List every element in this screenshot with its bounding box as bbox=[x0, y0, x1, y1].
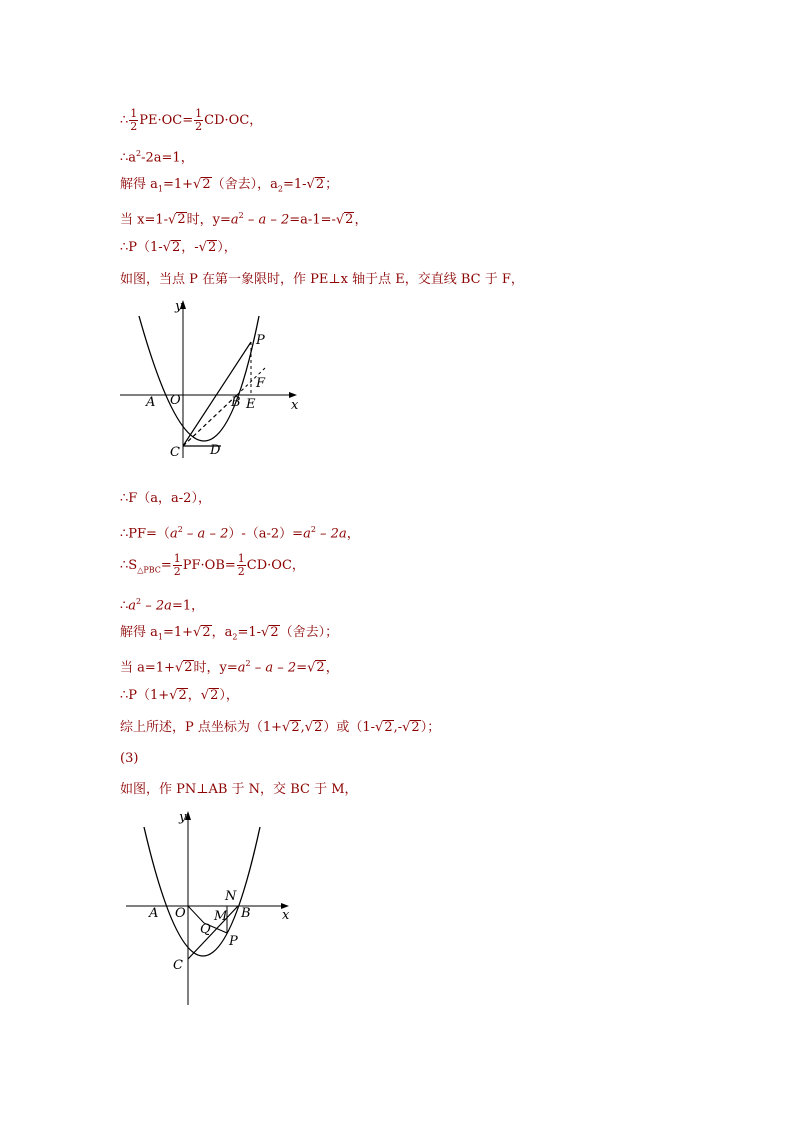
text: ∴a bbox=[120, 150, 137, 166]
eq-line-16 bbox=[120, 781, 358, 799]
figure-2-parabola bbox=[122, 805, 302, 1010]
eq-line-7 bbox=[120, 490, 211, 508]
text: CD·OC， bbox=[204, 113, 263, 128]
therefore: ∴ bbox=[120, 113, 129, 128]
label-o: O bbox=[175, 906, 186, 921]
eq-line-12: 当 a=1+√2时，$y=a^2 - a - 2=√2$， bbox=[120, 659, 339, 676]
eq-line-15 bbox=[120, 750, 138, 768]
sqrt: 2 bbox=[384, 720, 393, 735]
label-m: M bbox=[214, 909, 228, 924]
sqrt: 2 bbox=[202, 177, 211, 192]
sqrt: 2 bbox=[316, 660, 325, 676]
label-a: A bbox=[146, 395, 156, 410]
label-q: Q bbox=[200, 922, 211, 937]
exponent: 2 bbox=[136, 149, 142, 158]
eq-line-13: ∴P（1+√2，√2）， bbox=[120, 688, 239, 703]
eq-line-9: $\therefore S_{\triangle PBC}=$ $\frac{1}{2}$ PF·OB= $\frac{1}{2}$ CD·OC， bbox=[120, 552, 305, 578]
label-y: y bbox=[175, 299, 183, 314]
sqrt: 2 bbox=[291, 720, 300, 735]
eq-line-1 bbox=[120, 108, 262, 133]
label-f: F bbox=[256, 376, 266, 391]
eq-line-8: $\therefore PF=(a^2 - a - 2)-(a-2)=a^2 - 2a$， bbox=[120, 525, 360, 542]
label-x: x bbox=[291, 398, 299, 413]
eq-line-6 bbox=[120, 271, 524, 289]
eq-line-2 bbox=[120, 145, 194, 167]
label-c: C bbox=[173, 958, 183, 973]
fraction-half: $\frac{1}{2}$ bbox=[195, 107, 203, 133]
text: PE·OC= bbox=[139, 113, 194, 128]
line-cp bbox=[183, 342, 251, 446]
sqrt: 2 bbox=[178, 688, 187, 703]
line-cb bbox=[183, 395, 237, 446]
text: 如图，当点 P 在第一象限时，作 PE⊥x 轴于点 E，交直线 BC 于 F， bbox=[120, 272, 524, 287]
sqrt: 2 bbox=[411, 720, 420, 735]
fraction-half: $\frac{1}{2}$ bbox=[130, 107, 138, 133]
label-x: x bbox=[282, 908, 290, 923]
label-c: C bbox=[170, 445, 180, 460]
text: -2a=1， bbox=[141, 150, 194, 166]
label-p: P bbox=[229, 934, 238, 949]
sqrt: 2 bbox=[177, 212, 186, 228]
text: 如图，作 PN⊥AB 于 N，交 BC 于 M， bbox=[120, 782, 358, 797]
label-o: O bbox=[170, 393, 181, 408]
sqrt: 2 bbox=[345, 212, 354, 228]
label-n: N bbox=[225, 889, 237, 904]
label-d: D bbox=[210, 443, 221, 458]
label-e: E bbox=[246, 397, 256, 412]
eq-line-14: 综上所述，P 点坐标为（1+√2,√2）或（1-√2,-√2）； bbox=[120, 720, 441, 735]
sqrt: 2 bbox=[171, 240, 181, 255]
part-number: (3) bbox=[120, 751, 139, 766]
eq-line-5: ∴P（1-√2，-√2）， bbox=[120, 240, 237, 255]
sqrt: 2 bbox=[270, 625, 279, 640]
eq-line-3: 解得 $a_1=1+√2$（舍去），$a_2=1-√2$； bbox=[120, 177, 339, 194]
label-b: B bbox=[241, 906, 251, 921]
label-b: B bbox=[231, 395, 241, 410]
figure-1-parabola bbox=[115, 296, 315, 461]
sqrt: 2 bbox=[210, 688, 219, 703]
label-y: y bbox=[179, 810, 187, 825]
fraction-half: $\frac{1}{2}$ bbox=[237, 552, 245, 578]
fraction-half: $\frac{1}{2}$ bbox=[173, 552, 181, 578]
eq-line-10: $\therefore a^2 - 2a=1$， bbox=[120, 597, 205, 614]
sqrt: 2 bbox=[184, 660, 193, 676]
sqrt: 2 bbox=[207, 240, 217, 255]
eq-line-4: 当 x=1-√2时，$y=a^2 - a - 2=a-1=-√2$， bbox=[120, 211, 368, 228]
label-p: P bbox=[256, 333, 265, 348]
sqrt: 2 bbox=[315, 177, 325, 192]
label-a: A bbox=[149, 906, 159, 921]
sqrt: 2 bbox=[202, 625, 211, 640]
text: ∴F（a，a-2）， bbox=[120, 491, 211, 506]
eq-line-11: 解得 $a_1=1+√2$，$a_2=1-√2$（舍去）； bbox=[120, 625, 339, 642]
line-oq bbox=[188, 906, 204, 923]
sqrt: 2 bbox=[314, 720, 323, 735]
